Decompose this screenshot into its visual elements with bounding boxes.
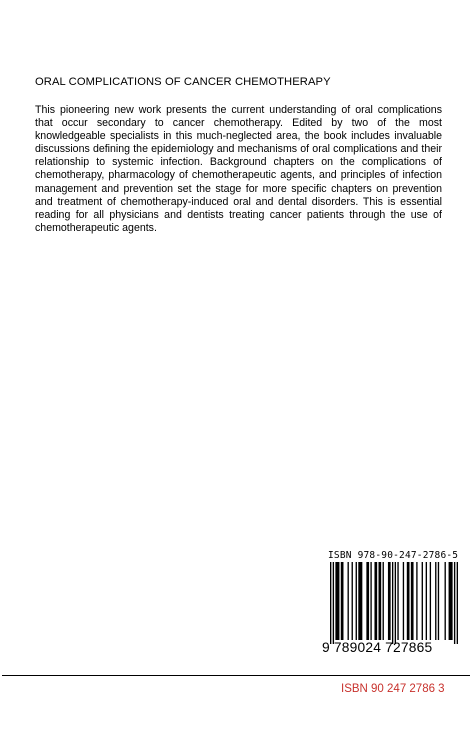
barcode-graphic <box>330 562 458 644</box>
barcode-bar <box>454 562 455 644</box>
barcode-bar <box>370 562 371 640</box>
barcode-bar <box>352 562 353 640</box>
barcode-bar <box>330 562 331 644</box>
divider-rule <box>2 675 470 676</box>
barcode-bar <box>333 562 334 644</box>
isbn10-label: ISBN 90 247 2786 3 <box>341 683 445 695</box>
barcode-bar <box>335 562 339 640</box>
barcode-bar <box>397 562 398 640</box>
barcode-bar <box>403 562 404 640</box>
barcode-bar <box>416 562 417 640</box>
barcode-bar <box>379 562 382 640</box>
barcode-bar <box>395 562 396 644</box>
barcode-digits: 9 789024 727865 <box>322 640 433 655</box>
barcode-bar <box>341 562 344 640</box>
barcode-bar <box>366 562 369 640</box>
barcode-bar <box>383 562 384 640</box>
barcode-bar <box>438 562 439 640</box>
barcode-bar <box>407 562 410 640</box>
barcode-bar <box>445 562 446 640</box>
barcode-bar <box>348 562 349 640</box>
blurb: This pioneering new work presents the current understanding of oral complications that occur secondary to cancer chemotherapy. Edited by two of the most knowledgeable specialists in this much-neglected area, the book includes invaluable discussions defining the epidemiology and mechanisms of oral complications and their relationship to systemic infection. Background chapters on the complications of chemotherapy, pharmacology of chemotherapeutic agents, and principles of infection management and prevention set the stage for more specific chapters on prevention and treatment of chemotherapy-induced oral and dental disorders. This is essential reading for all physicians and dentists treating cancer patients through the use of chemotherapeutic agents. <box>35 104 442 234</box>
barcode-bar <box>388 562 391 640</box>
barcode-bar <box>356 562 357 640</box>
title: ORAL COMPLICATIONS OF CANCER CHEMOTHERAPY <box>35 76 331 88</box>
barcode-bar <box>374 562 377 640</box>
barcode-bar <box>392 562 393 644</box>
barcode-bar <box>457 562 458 644</box>
barcode-bar <box>411 562 414 640</box>
barcode-bar <box>430 562 431 640</box>
isbn13-label: ISBN 978-90-247-2786-5 <box>328 550 459 561</box>
barcode-bar <box>358 562 362 640</box>
barcode-bar <box>422 562 423 640</box>
barcode-bar <box>449 562 453 640</box>
barcode-bar <box>426 562 427 640</box>
barcode-bar <box>435 562 436 640</box>
barcode <box>330 562 458 644</box>
